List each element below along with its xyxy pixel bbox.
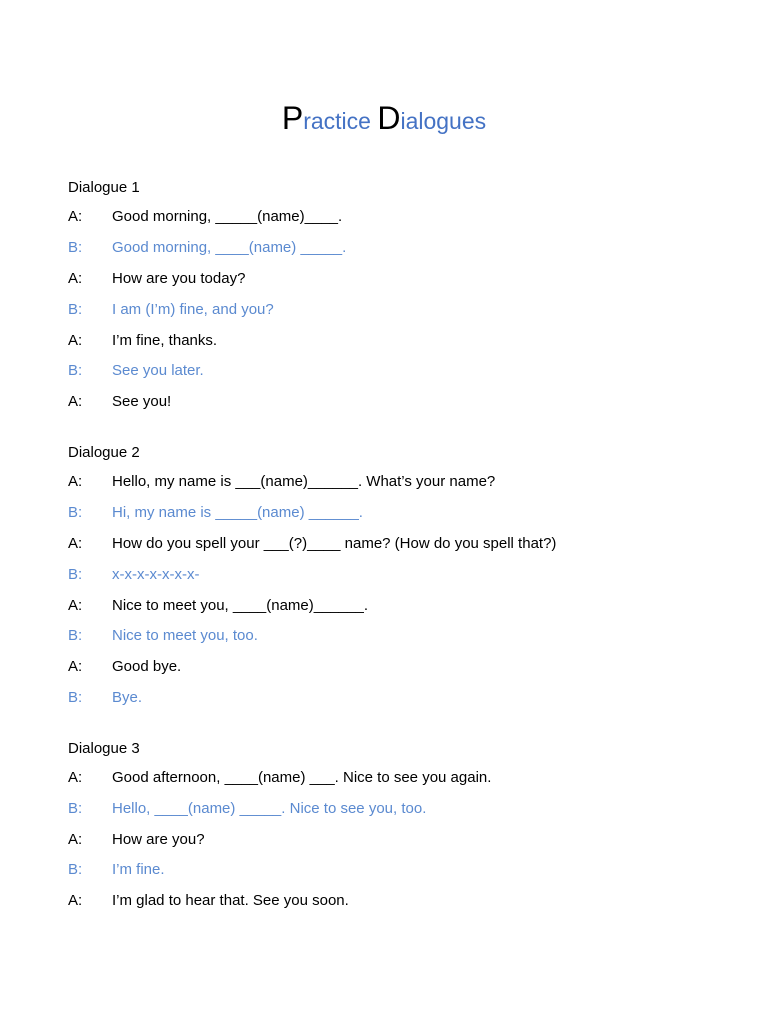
dialogue-line <box>68 301 274 319</box>
speaker-label: A: <box>68 892 83 909</box>
speaker-label: A: <box>68 831 83 848</box>
speaker-label: B: <box>68 301 83 318</box>
line-text: Hello, my name is ___(name)______. What’s your name? <box>112 473 496 490</box>
dialogue-line <box>68 861 165 879</box>
line-text: Good morning, ____(name) _____. <box>112 239 347 256</box>
line-text: Good afternoon, ____(name) ___. Nice to see you again. <box>112 769 492 786</box>
title-initial-d: D <box>377 100 401 136</box>
speaker-label: A: <box>68 473 83 490</box>
line-text: Nice to meet you, too. <box>112 627 258 644</box>
line-text: I am (I’m) fine, and you? <box>112 301 274 318</box>
dialogue-line <box>68 362 204 380</box>
line-text: Bye. <box>112 689 143 706</box>
line-text: Good bye. <box>112 658 182 675</box>
dialogue-line <box>68 504 363 522</box>
dialogue-line <box>68 208 342 226</box>
speaker-label: B: <box>68 627 83 644</box>
dialogue-line <box>68 769 491 787</box>
dialogue-line <box>68 473 495 491</box>
title-rest-ractice: ractice <box>303 108 378 134</box>
dialogue-line <box>68 658 181 676</box>
line-text: x-x-x-x-x-x-x- <box>112 566 200 583</box>
line-text: I’m fine, thanks. <box>112 332 218 349</box>
speaker-label: A: <box>68 535 83 552</box>
speaker-label: B: <box>68 689 83 706</box>
line-text: How are you today? <box>112 270 246 287</box>
dialogue-line <box>68 627 258 645</box>
line-text: How are you? <box>112 831 205 848</box>
speaker-label: A: <box>68 270 83 287</box>
dialogue-line <box>68 689 142 707</box>
speaker-label: B: <box>68 362 83 379</box>
speaker-label: B: <box>68 239 83 256</box>
line-text: I’m glad to hear that. See you soon. <box>112 892 349 909</box>
line-text: Hello, ____(name) _____. Nice to see you, too. <box>112 800 427 817</box>
speaker-label: A: <box>68 332 83 349</box>
dialogue-line <box>68 800 426 818</box>
speaker-label: B: <box>68 861 83 878</box>
line-text: Good morning, _____(name)____. <box>112 208 343 225</box>
speaker-label: A: <box>68 658 83 675</box>
page-title <box>0 98 768 141</box>
dialogue-line <box>68 892 349 910</box>
speaker-label: A: <box>68 208 83 225</box>
line-text: I’m fine. <box>112 861 165 878</box>
dialogue-1-heading: Dialogue 1 <box>68 179 140 196</box>
line-text: See you! <box>112 393 172 410</box>
dialogue-line <box>68 566 199 584</box>
speaker-label: A: <box>68 769 83 786</box>
dialogue-line <box>68 597 368 615</box>
line-text: See you later. <box>112 362 204 379</box>
line-text: Nice to meet you, ____(name)______. <box>112 597 368 614</box>
dialogue-line <box>68 535 556 553</box>
speaker-label: B: <box>68 566 83 583</box>
line-text: How do you spell your ___(?)____ name? (How do you spell that?) <box>112 535 557 552</box>
dialogue-line <box>68 270 245 288</box>
dialogue-3-heading: Dialogue 3 <box>68 740 140 757</box>
dialogue-line <box>68 393 171 411</box>
title-rest-ialogues: ialogues <box>400 108 487 134</box>
speaker-label: B: <box>68 800 83 817</box>
speaker-label: A: <box>68 597 83 614</box>
dialogue-line <box>68 239 346 257</box>
speaker-label: A: <box>68 393 83 410</box>
dialogue-line <box>68 831 205 849</box>
speaker-label: B: <box>68 504 83 521</box>
dialogue-2-heading: Dialogue 2 <box>68 444 140 461</box>
dialogue-line <box>68 332 217 350</box>
title-initial-p: P <box>281 100 304 136</box>
line-text: Hi, my name is _____(name) ______. <box>112 504 363 521</box>
